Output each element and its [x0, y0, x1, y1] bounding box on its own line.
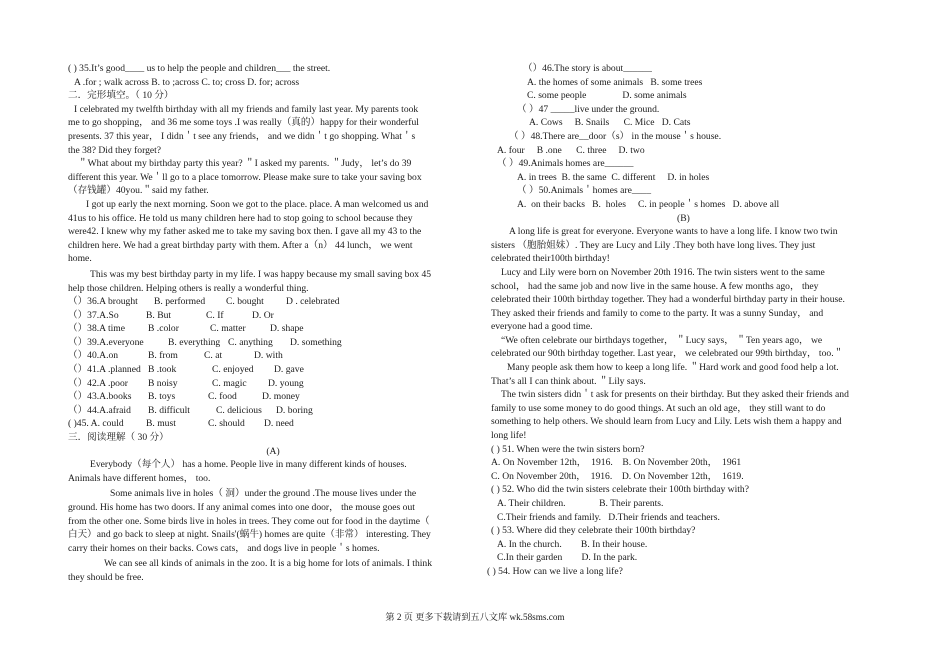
option-a: （）40.A.on — [68, 350, 119, 362]
cloze-option-row — [68, 322, 460, 336]
option-d: D. young — [268, 377, 304, 389]
option-c: C. enjoyed — [212, 364, 254, 376]
option-a: ( )45. A. could — [68, 418, 124, 430]
cloze-line: help those children. Helping others is really a wonderful thing. — [68, 282, 309, 294]
passage-line: everyone had a good time. — [491, 321, 593, 333]
question-52-option-line: C.Their friends and family. D.Their friends and teachers. — [497, 511, 720, 523]
passage-line: Some animals live in holes（ 洞）under the ground .The mouse lives under the — [110, 488, 417, 500]
question-54: ( ) 54. How can we live a long life? — [487, 565, 623, 577]
option-b: B. everything — [168, 336, 221, 348]
cloze-option-row — [68, 377, 460, 391]
option-b: B .took — [148, 364, 177, 376]
option-b: B. performed — [154, 296, 206, 308]
question-48: （ ）48.There are__door（s） in the mouse＇s house. — [509, 130, 722, 142]
option-c: C. should — [208, 418, 245, 430]
question-51-option-line: A. On November 12th， 1916. B. On November 20th， 1961 — [491, 457, 742, 469]
option-d: D. something — [290, 336, 342, 348]
option-d: D. boring — [276, 404, 313, 416]
cloze-line: This was my best birthday party in my life. I was happy because my small saving box 45 — [90, 268, 432, 280]
cloze-passage — [68, 103, 460, 295]
cloze-line: children here. We had a great birthday party with them. After a（n） 44 lunch， we went — [68, 239, 413, 251]
cloze-line: I celebrated my twelfth birthday with all my friends and family last year. My parents took — [74, 103, 419, 115]
question-50-options: A. on their backs B. holes C. in people＇s homes D. above all — [517, 198, 780, 210]
cloze-line: （存钱罐）40you.＂said my father. — [68, 185, 209, 197]
cloze-option-row — [68, 309, 460, 323]
cloze-option-row — [68, 336, 460, 350]
question-47: （ ）47 _____live under the ground. — [517, 103, 660, 115]
passage-a — [68, 458, 460, 584]
option-b: B. But — [146, 309, 172, 321]
option-d: D. need — [264, 418, 294, 430]
option-a: （）37.A.So — [68, 309, 119, 321]
passage-line: 白天）and go back to sleep at night. Snails'(蜗牛) homes are quite（非常） interesting. They — [68, 529, 431, 541]
page-footer: 第 2 页 更多下载请到五八文库 wk.58sms.com — [385, 612, 565, 622]
option-c: C. delicious — [216, 404, 262, 416]
question-51: ( ) 51. When were the twin sisters born? — [491, 443, 645, 455]
option-c: C. food — [208, 391, 237, 403]
passage-line: they should be free. — [68, 571, 144, 583]
passage-line: celebrated our 90th birthday together. Last year， we celebrated our 99th birthday， too.＂ — [491, 348, 844, 360]
option-d: D. Or — [252, 309, 274, 321]
option-b: B. must — [146, 418, 176, 430]
question-53: ( ) 53. Where did they celebrate their 100th birthday? — [491, 525, 696, 537]
question-49: （ ）49.Animals homes are______ — [497, 158, 634, 170]
cloze-options — [68, 295, 460, 431]
passage-line: celebrated their 100th birthday together. They had a wonderful birthday party in their house. — [491, 294, 845, 306]
cloze-line: me to go shopping， and 36 me some toys .I was really（真的）happy for their wonderful — [68, 117, 419, 129]
passage-line: sisters （胞胎姐妹）. They are Lucy and Lily .They both have long lives. They just — [491, 239, 816, 251]
passage-a-label: (A) — [266, 445, 280, 457]
passage-line: A long life is great for everyone. Everyone wants to have a long life. I know two twin — [509, 226, 838, 238]
passage-line: carry their homes on their backs. Cows cats， and dogs live in people＇s homes. — [68, 542, 380, 554]
cloze-line: presents. 37 this year， I didn＇t see any friends， and we didn＇t go shopping. What＇s — [68, 130, 416, 142]
option-a: （）38.A time — [68, 323, 126, 335]
question-53-option-line: C.In their garden D. In the park. — [497, 552, 638, 564]
passage-line: Many people ask them how to keep a long life. ＂Hard work and good food help a lot. — [507, 362, 839, 374]
cloze-line: were42. I knew why my father asked me to take my saving box then. I gave all my 43 to the — [68, 226, 422, 238]
question-46: （）46.The story is about______ — [523, 63, 652, 74]
cloze-line: different this year. We＇ll go to a place tomorrow. Please make sure to take your saving box — [68, 171, 422, 183]
option-d: D. gave — [274, 364, 304, 376]
option-a: （）39.A.everyone — [68, 336, 144, 348]
cloze-line: I got up early the next morning. Soon we got to the place. place. A man welcomed us and — [86, 198, 429, 210]
option-a: （）44.A.afraid — [68, 404, 131, 416]
option-a: （）36.A brought — [68, 296, 138, 308]
passage-line: They asked their friends and family to come to the party. It was a sunny Sunday， and — [491, 307, 824, 319]
cloze-option-row — [68, 349, 460, 363]
option-b: B. toys — [148, 391, 176, 403]
question-49-options: A. in trees B. the same C. different D. in holes — [517, 171, 710, 183]
passage-line: “We often celebrate our birthdays together， ＂Lucy says， ＂Ten years ago， we — [501, 334, 823, 346]
option-c: C. magic — [212, 377, 247, 389]
passage-line: something to help others. We should learn from Lucy and Lily. Lets wish them a happy and — [491, 416, 842, 428]
question-52-option-line: A. Their children. B. Their parents. — [497, 498, 664, 509]
option-b: B. difficult — [148, 404, 190, 416]
passage-line: We can see all kinds of animals in the zoo. It is a big home for lots of animals. I think — [104, 558, 433, 570]
option-a: （）42.A .poor — [68, 377, 128, 389]
question-48-options: A. four B .one C. three D. two — [497, 144, 645, 156]
option-c: C. at — [204, 350, 223, 362]
question-52: ( ) 52. Who did the twin sisters celebrate their 100th birthday with? — [491, 484, 749, 496]
option-c: C. matter — [210, 323, 246, 335]
section-2-heading: 二．完形填空。（ 10 分） — [68, 90, 174, 102]
passage-line: school， had the same job and now live in the same house. A few months ago， they — [491, 280, 819, 292]
cloze-option-row — [68, 404, 460, 418]
question-35: ( ) 35.It’s good____ us to help the people and children___ the street. — [68, 63, 331, 74]
passage-line: celebrated their100th birthday! — [491, 253, 610, 265]
passage-line: family to use some money to do good things. At such an old age， they still want to do — [491, 402, 826, 414]
question-47-options: A. Cows B. Snails C. Mice D. Cats — [529, 117, 691, 129]
cloze-option-row — [68, 295, 460, 309]
question-50: （ ）50.Animals＇homes are____ — [517, 185, 652, 197]
option-d: D. with — [254, 350, 283, 362]
question-46-option-line: C. some people D. some animals — [527, 90, 687, 102]
option-c: C. If — [206, 309, 224, 321]
option-b: B. from — [148, 350, 178, 362]
passage-line: ground. His home has two doors. If any animal comes into one door， the mouse goes out — [68, 502, 415, 513]
passage-line: Animals have different homes， too. — [68, 472, 211, 484]
cloze-option-row — [68, 417, 460, 431]
passage-line: Lucy and Lily were born on November 20th 1916. The twin sisters went to the same — [501, 266, 825, 278]
passage-line: long life! — [491, 430, 527, 442]
question-53-option-line: A. In the church. B. In their house. — [497, 538, 648, 550]
passage-line: Everybody（每个人） has a home. People live in many different kinds of houses. — [90, 459, 407, 471]
passage-b-label: (B) — [677, 212, 690, 224]
passage-b — [491, 225, 883, 443]
cloze-line: ＂What about my birthday party this year? ＂I asked my parents. ＂Judy， let’s do 39 — [78, 158, 412, 170]
section-3-heading: 三．阅读理解（ 30 分） — [68, 432, 169, 444]
cloze-option-row — [68, 363, 460, 377]
passage-line: That’s all I can think about. ＂Lily says. — [491, 375, 646, 387]
cloze-line: the 38? Did they forget? — [68, 144, 162, 156]
option-d: D. shape — [270, 323, 304, 335]
question-46-option-line: A. the homes of some animals B. some trees — [527, 76, 703, 88]
option-d: D . celebrated — [286, 296, 340, 308]
option-b: B noisy — [148, 377, 178, 389]
cloze-option-row — [68, 390, 460, 404]
option-a: （）41.A .planned — [68, 364, 141, 376]
cloze-line: home. — [68, 253, 92, 265]
option-a: （）43.A.books — [68, 391, 132, 403]
cloze-line: 41us to his office. He told us many children here had to stop going to school because they — [68, 212, 413, 224]
passage-line: from the other one. Some birds live in holes in trees. They come out for food in the daytime（ — [68, 515, 430, 527]
option-c: C. bought — [226, 296, 264, 308]
passage-line: The twin sisters didn＇t ask for presents on their birthday. But they asked their friends and — [501, 389, 849, 401]
option-d: D. money — [262, 391, 300, 403]
question-35-options: A .for ; walk across B. to ;across C. to; cross D. for; across — [74, 76, 300, 88]
right-column — [487, 62, 883, 579]
question-51-option-line: C. On November 20th， 1916. D. On November 12th， 1619. — [491, 470, 744, 482]
option-b: B .color — [148, 323, 179, 335]
option-c: C. anything — [228, 336, 273, 348]
left-column — [68, 62, 460, 585]
